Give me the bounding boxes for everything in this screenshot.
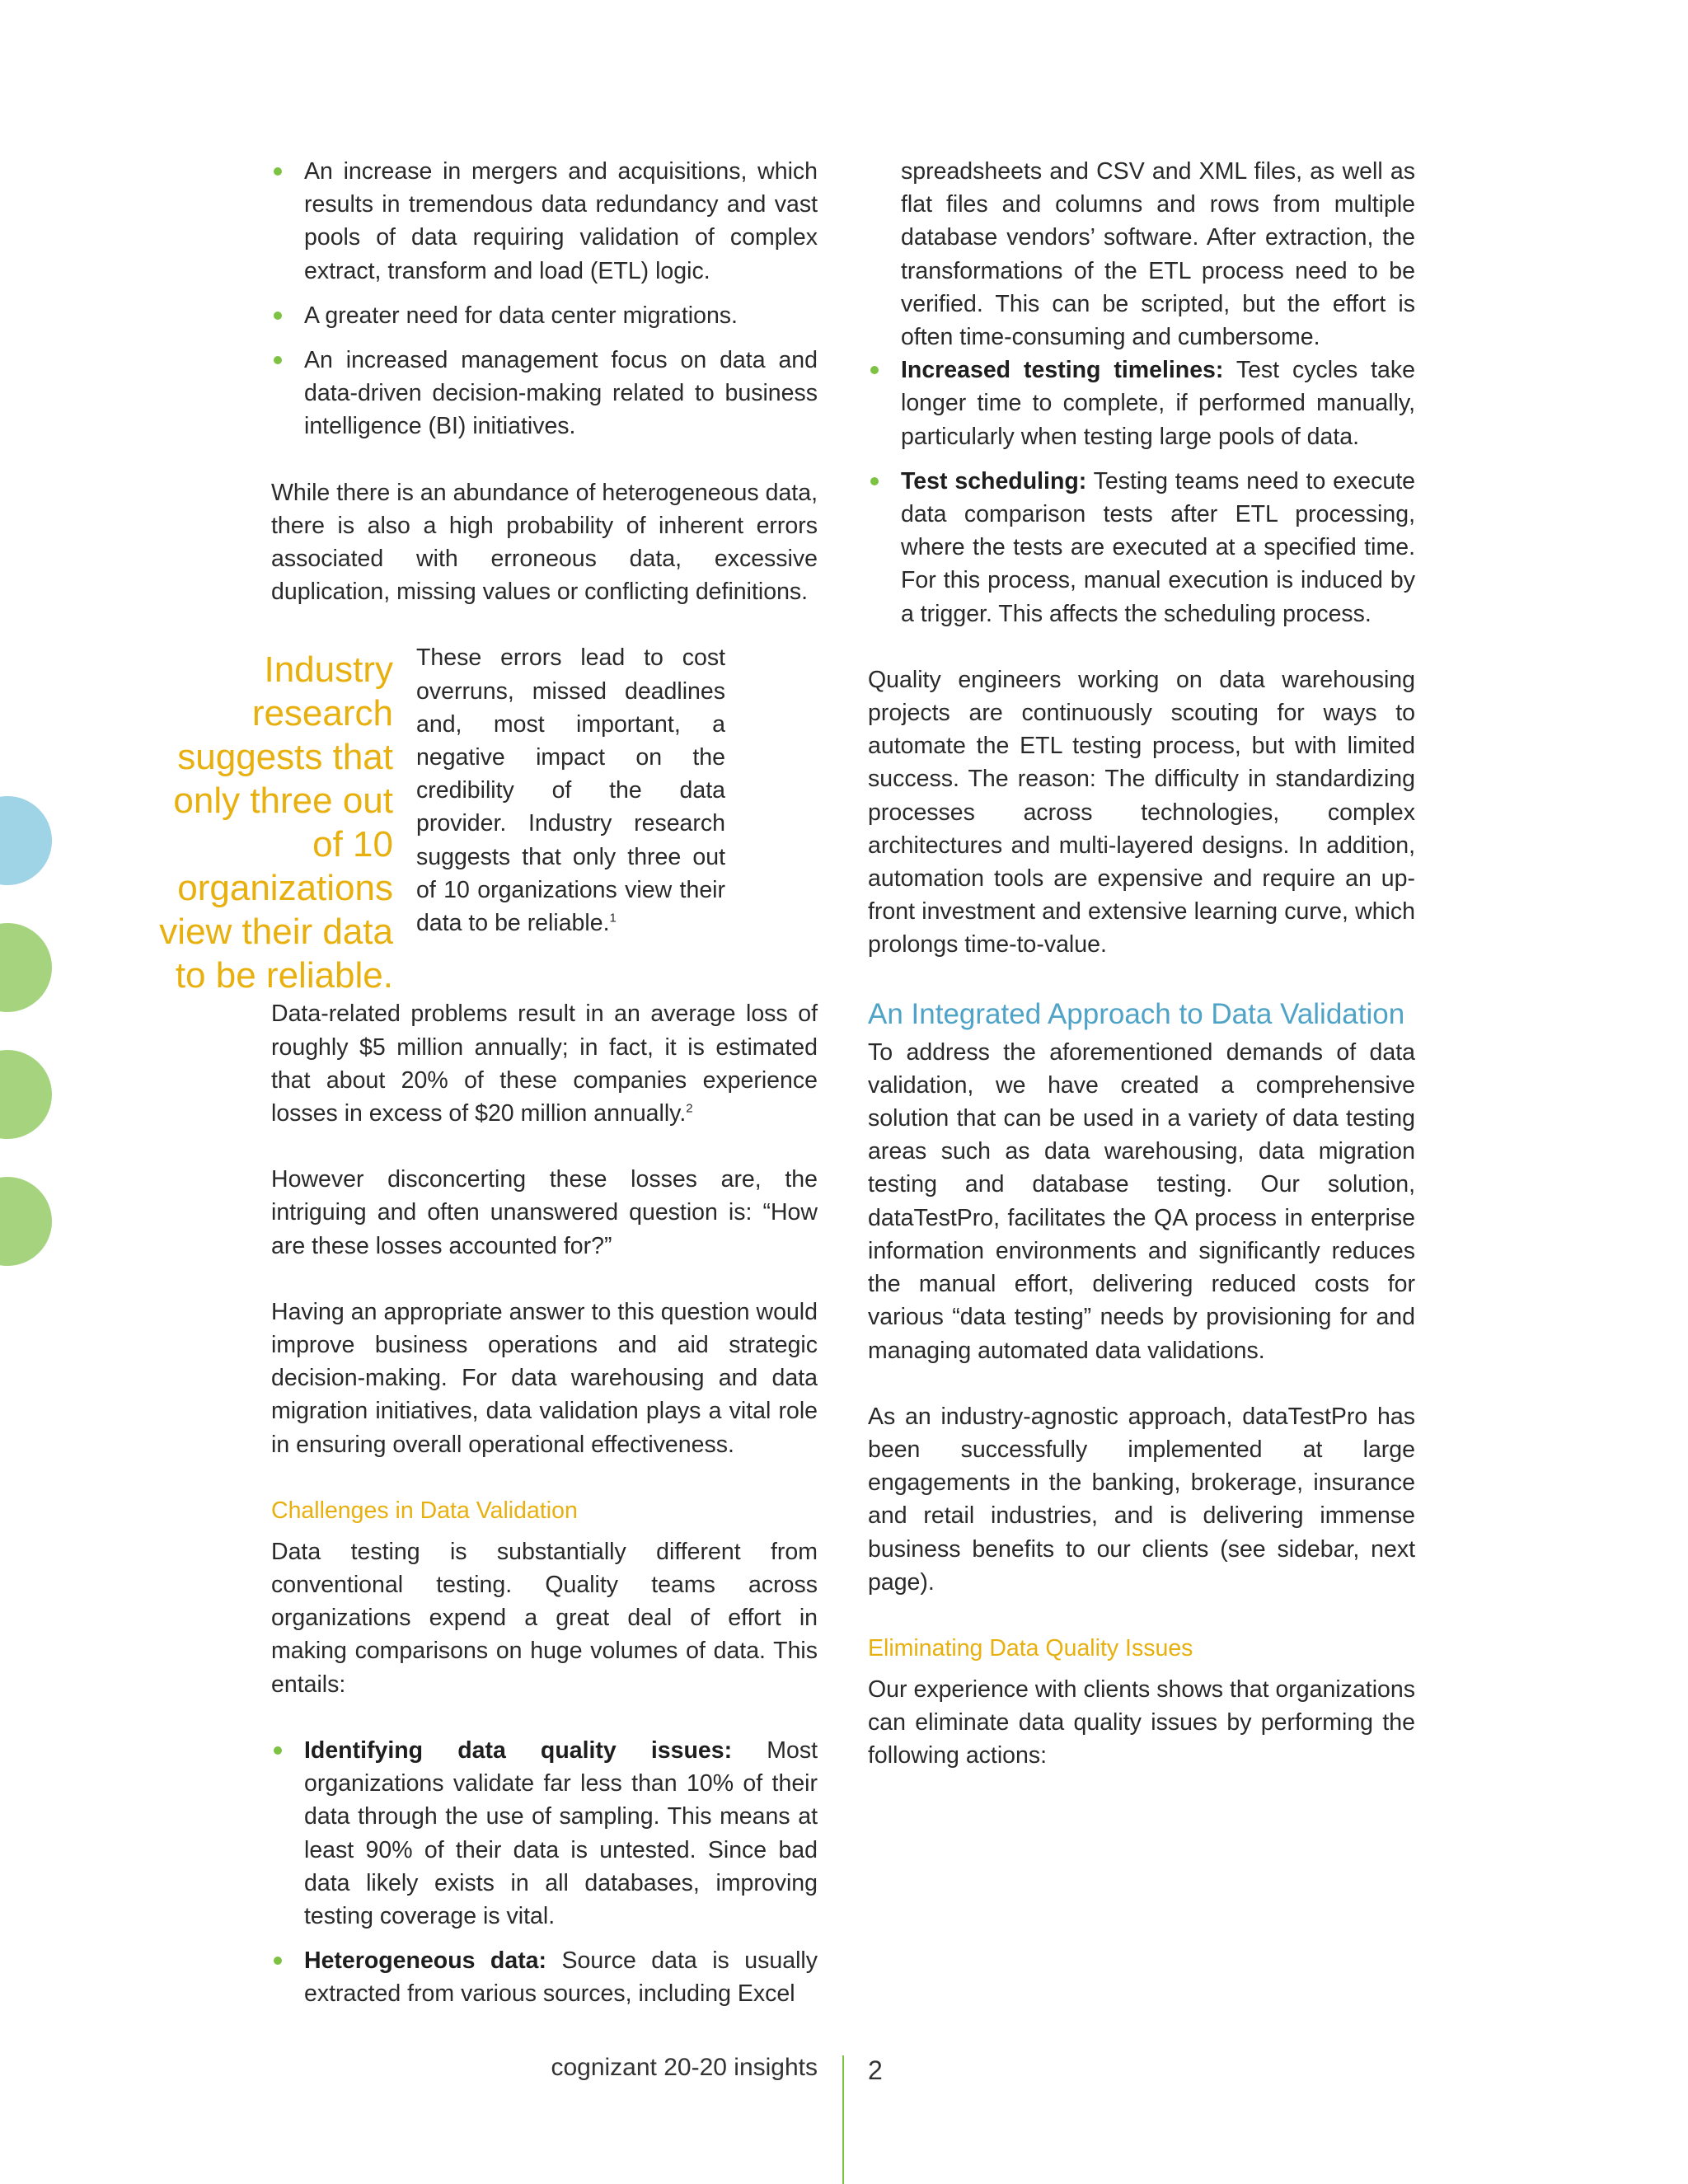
paragraph-errors: These errors lead to cost overruns, missed deadlines and, most important, a negative impact on the credibility of the data provider. Industry research suggests that only three out of 10 organizations view their data to be reliable.$^1$ [416, 644, 725, 937]
decorative-circle-green [0, 1050, 52, 1139]
decorative-circle-green [0, 923, 52, 1012]
timeline-bullet-list [868, 354, 1415, 630]
footnote-marker: 1 [609, 911, 617, 926]
left-column [159, 155, 818, 2011]
paragraph-losses: Data-related problems result in an average loss of roughly $5 million annually; in fact, it is estimated that about 20% of these companies experience losses in excess of $20 million annually.$^2$ [271, 1001, 818, 1127]
list-item: An increased management focus on data and data-driven decision-making related to business intelligence (BI) initiatives. [271, 344, 818, 443]
paragraph-continued: spreadsheets and CSV and XML files, as well as flat files and columns and rows from multiple database vendors’ software. After extraction, the transformations of the ETL process need to be verified. This can be scripted, but the effort is often time-consuming and cumbersome. [901, 158, 1415, 351]
paragraph-quality-engineers: Quality engineers working on data warehousing projects are continuously scouting for ways to automate the ETL testing process, but with limited success. The reason: The difficulty in standardizing processes across technologies, complex architectures and multi-layered designs. In addition, automation tools are expensive and require an up-front investment and extensive learning curve, which prolongs time-to-value. [868, 666, 1415, 958]
decorative-circle-blue [0, 796, 52, 885]
list-item: Identifying data quality issues: Most organizations validate far less than 10% of their data through the use of sampling. This means at least 90% of their data is untested. Since bad data likely exists in all databases, improving testing coverage is vital. [271, 1734, 818, 1933]
paragraph-industry-agnostic: As an industry-agnostic approach, dataTestPro has been successfully implemented at large engagements in the banking, brokerage, insurance and retail industries, and is delivering immense business benefits to our clients (see sidebar, next page). [868, 1403, 1415, 1596]
right-column [868, 155, 1415, 1773]
heading-challenges: Challenges in Data Validation [271, 1497, 578, 1524]
heading-integrated-approach: An Integrated Approach to Data Validation [868, 997, 1405, 1030]
intro-bullet-list [271, 155, 818, 443]
heading-eliminating: Eliminating Data Quality Issues [868, 1634, 1193, 1661]
pullquote: Industry research suggests that only three out of 10 organizations view their data to be reliable. [159, 649, 393, 996]
paragraph-address: To address the aforementioned demands of data validation, we have created a comprehensive solution that can be used in a variety of data testing areas such as data warehousing, data migration testing and database testing. Our solution, dataTestPro, facilitates the QA process in enterprise information environments and significantly reduces the manual effort, delivering reduced costs for various “data testing” needs by provisioning for and managing automated data validations. [868, 1038, 1415, 1364]
list-item: A greater need for data center migrations. [271, 299, 818, 332]
footer-publication: cognizant 20-20 insights [551, 2054, 818, 2081]
footer-divider [842, 2055, 844, 2184]
footnote-marker: 2 [686, 1101, 693, 1116]
paragraph-challenges: Data testing is substantially different from conventional testing. Quality teams across organizations expend a great deal of effort in making comparisons on huge volumes of data. This entails: [271, 1538, 818, 1698]
page-number: 2 [868, 2055, 883, 2085]
decorative-circle-green [0, 1177, 52, 1266]
challenge-bullet-list [271, 1734, 818, 2011]
paragraph-experience: Our experience with clients shows that organizations can eliminate data quality issues by performing the following actions: [868, 1675, 1415, 1769]
pullquote-block [149, 641, 818, 997]
list-item: An increase in mergers and acquisitions, which results in tremendous data redundancy and vast pools of data requiring validation of complex extract, transform and load (ETL) logic. [271, 155, 818, 288]
list-item: Heterogeneous data: Source data is usually extracted from various sources, including Excel [271, 1944, 818, 2010]
paragraph-answer: Having an appropriate answer to this question would improve business operations and aid strategic decision-making. For data warehousing and data migration initiatives, data validation plays a vital role in ensuring overall operational effectiveness. [271, 1298, 818, 1458]
paragraph-question: However disconcerting these losses are, the intriguing and often unanswered question is: “How are these losses accounted for?” [271, 1166, 818, 1259]
paragraph-heterogeneous-data: While there is an abundance of heterogeneous data, there is also a high probability of inherent errors associated with erroneous data, excessive duplication, missing values or conflicting definitions. [271, 479, 818, 606]
list-item: Increased testing timelines: Test cycles take longer time to complete, if performed manually, particularly when testing large pools of data. [868, 354, 1415, 453]
list-item: Test scheduling: Testing teams need to execute data comparison tests after ETL processing, where the tests are executed at a specified time. For this process, manual execution is induced by a trigger. This affects the scheduling process. [868, 465, 1415, 630]
